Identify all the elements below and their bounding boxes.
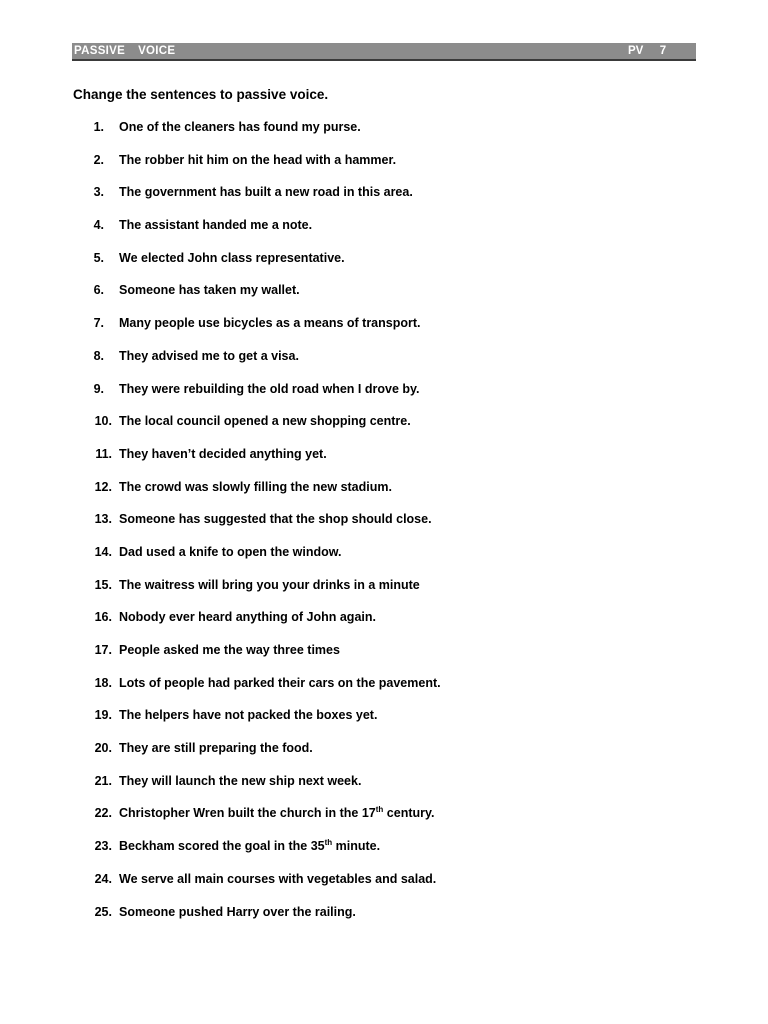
item-number: 11.	[95, 446, 112, 461]
item-number: 23.	[94, 839, 112, 854]
item-number: 14.	[94, 544, 112, 559]
item-sentence: The robber hit him on the head with a hammer.	[119, 152, 397, 167]
item-number: 2.	[93, 152, 104, 167]
item-number: 22.	[94, 806, 112, 821]
item-number: 9.	[93, 381, 104, 396]
worksheet-code: PV 7	[628, 45, 667, 57]
item-number: 13.	[94, 512, 112, 527]
list-item	[0, 315, 700, 348]
list-item	[0, 446, 700, 479]
list-item	[0, 152, 700, 185]
item-sentence: Someone has suggested that the shop should close.	[119, 512, 432, 527]
item-sentence: They were rebuilding the old road when I drove by.	[119, 381, 420, 396]
item-number: 3.	[93, 185, 104, 200]
item-number: 4.	[93, 218, 104, 233]
item-number: 25.	[94, 904, 112, 919]
item-sentence: The assistant handed me a note.	[119, 218, 313, 233]
list-item	[0, 805, 700, 838]
item-number: 1.	[93, 120, 104, 134]
sentence-part: Beckham scored the goal in the 35	[119, 839, 325, 854]
list-item	[0, 904, 700, 937]
item-sentence: They are still preparing the food.	[119, 741, 313, 756]
item-sentence: They will launch the new ship next week.	[119, 773, 362, 788]
item-sentence: The waitress will bring you your drinks in a minute	[119, 577, 420, 592]
ordinal-suffix: th	[324, 838, 333, 848]
list-item	[0, 707, 700, 740]
list-item	[0, 511, 700, 544]
item-sentence: The government has built a new road in this area.	[119, 185, 413, 200]
item-sentence: Nobody ever heard anything of John again.	[119, 610, 376, 625]
item-number: 18.	[94, 675, 112, 690]
list-item	[0, 184, 700, 217]
item-number: 15.	[94, 577, 112, 592]
worksheet-title: PASSIVE VOICE	[74, 45, 176, 57]
ordinal-suffix: th	[375, 805, 384, 815]
list-item	[0, 381, 700, 414]
list-item	[0, 740, 700, 773]
item-number: 16.	[94, 610, 112, 625]
item-sentence: The local council opened a new shopping centre.	[119, 414, 411, 429]
item-sentence: They haven’t decided anything yet.	[119, 446, 327, 461]
item-sentence: The helpers have not packed the boxes yet.	[119, 708, 378, 723]
item-sentence: We elected John class representative.	[119, 250, 345, 265]
item-sentence: People asked me the way three times	[119, 643, 340, 657]
list-item	[0, 838, 700, 871]
item-sentence: One of the cleaners has found my purse.	[119, 120, 361, 134]
item-sentence: Someone pushed Harry over the railing.	[119, 904, 356, 919]
list-item	[0, 282, 700, 315]
item-number: 6.	[93, 283, 104, 298]
item-number: 8.	[93, 348, 104, 363]
list-item	[0, 348, 700, 381]
item-sentence	[119, 838, 380, 855]
item-sentence: Dad used a knife to open the window.	[119, 544, 342, 559]
list-item	[0, 675, 700, 708]
list-item	[0, 773, 700, 806]
item-sentence	[119, 805, 434, 822]
list-item	[0, 609, 700, 642]
list-item	[0, 413, 700, 446]
item-sentence: Lots of people had parked their cars on the pavement.	[119, 675, 441, 690]
list-item	[0, 217, 700, 250]
item-number: 21.	[94, 773, 112, 788]
list-item	[0, 577, 700, 610]
sentence-list	[0, 119, 700, 936]
item-number: 7.	[93, 316, 104, 331]
item-sentence: We serve all main courses with vegetables and salad.	[119, 871, 437, 886]
sentence-part: Christopher Wren built the church in the 17	[119, 806, 376, 821]
list-item	[0, 119, 700, 152]
item-sentence: Someone has taken my wallet.	[119, 283, 300, 298]
item-number: 10.	[94, 414, 112, 429]
sentence-part: minute.	[332, 839, 381, 854]
item-sentence: They advised me to get a visa.	[119, 348, 299, 363]
item-number: 19.	[94, 708, 112, 723]
item-number: 17.	[94, 643, 112, 657]
list-item	[0, 250, 700, 283]
list-item	[0, 642, 700, 675]
item-number: 5.	[93, 250, 104, 265]
list-item	[0, 479, 700, 512]
item-sentence: The crowd was slowly filling the new stadium.	[119, 479, 392, 494]
list-item	[0, 871, 700, 904]
item-number: 12.	[94, 479, 112, 494]
instruction-heading: Change the sentences to passive voice.	[73, 87, 329, 102]
sentence-part: century.	[383, 806, 435, 821]
list-item	[0, 544, 700, 577]
item-number: 24.	[94, 871, 112, 886]
header-bar	[72, 43, 696, 61]
item-number: 20.	[94, 741, 112, 756]
item-sentence: Many people use bicycles as a means of transport.	[119, 316, 421, 331]
